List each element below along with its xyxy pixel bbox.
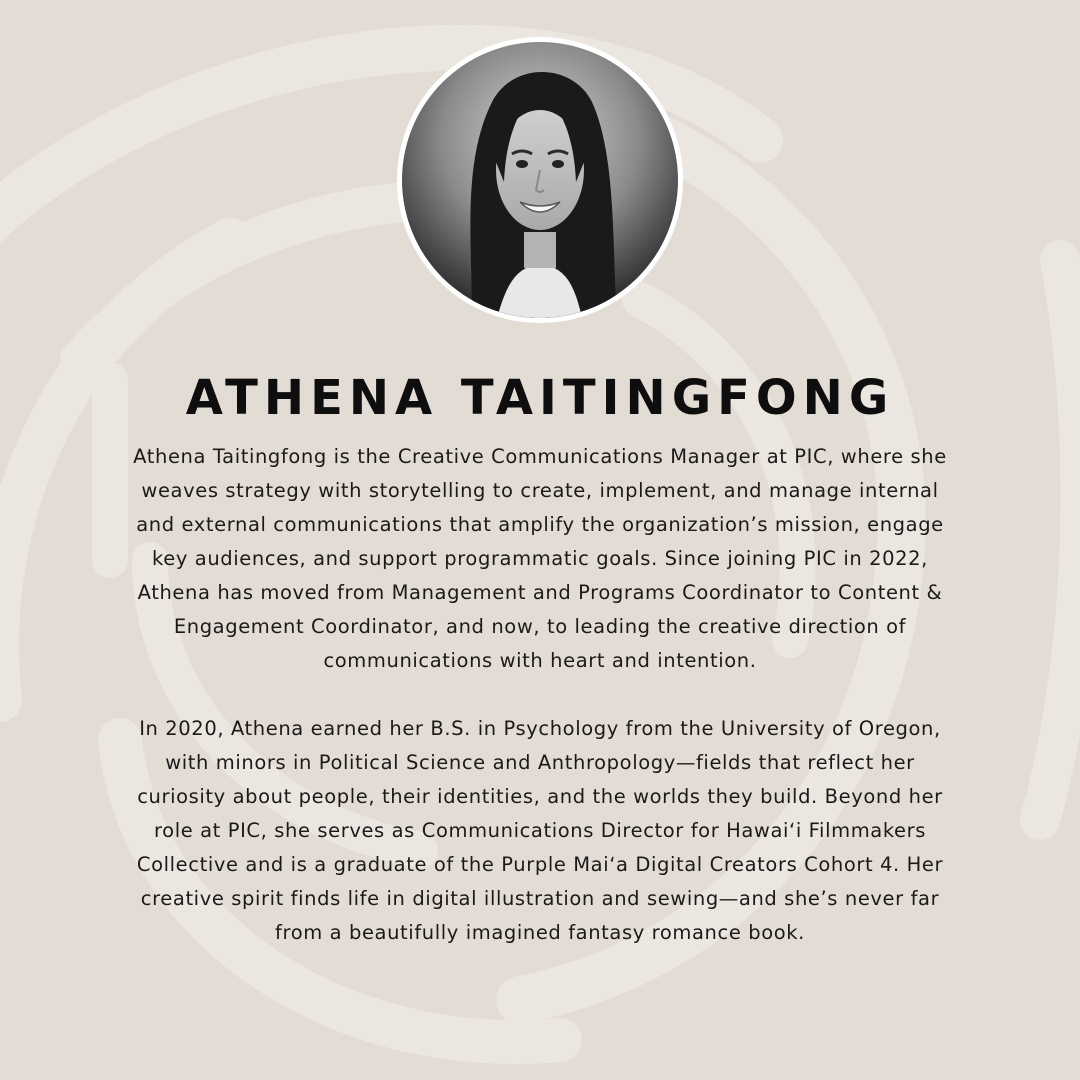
bio-paragraph-2 (60, 712, 1020, 950)
person-name-heading: ATHENA TAITINGFONG (185, 370, 895, 426)
bio-line: from a beautifully imagined fantasy romance book. (275, 921, 805, 944)
bio-line: Engagement Coordinator, and now, to leading the creative direction of (173, 615, 907, 638)
bio-line: curiosity about people, their identities, and the worlds they build. Beyond her (137, 785, 943, 808)
bio-line: Collective and is a graduate of the Purple Maiʻa Digital Creators Cohort 4. Her (136, 853, 944, 876)
bio-line: and external communications that amplify the organization’s mission, engage (136, 513, 944, 536)
bio-line: Athena has moved from Management and Programs Coordinator to Content & (137, 581, 943, 604)
portrait-photo-icon (402, 42, 678, 318)
bio-paragraph-1 (60, 440, 1020, 678)
bio-line: In 2020, Athena earned her B.S. in Psychology from the University of Oregon, (139, 717, 941, 740)
bio-line: Athena Taitingfong is the Creative Communications Manager at PIC, where she (133, 445, 947, 468)
bio-line: communications with heart and intention. (323, 649, 757, 672)
bio-line: role at PIC, she serves as Communications Director for Hawaiʻi Filmmakers (153, 819, 927, 842)
bio-line: key audiences, and support programmatic goals. Since joining PIC in 2022, (152, 547, 928, 570)
profile-portrait (397, 37, 683, 323)
bio-line: weaves strategy with storytelling to create, implement, and manage internal (141, 479, 939, 502)
bio-line: creative spirit finds life in digital illustration and sewing—and she’s never far (140, 887, 940, 910)
bio-line: with minors in Political Science and Anthropology—fields that reflect her (165, 751, 915, 774)
